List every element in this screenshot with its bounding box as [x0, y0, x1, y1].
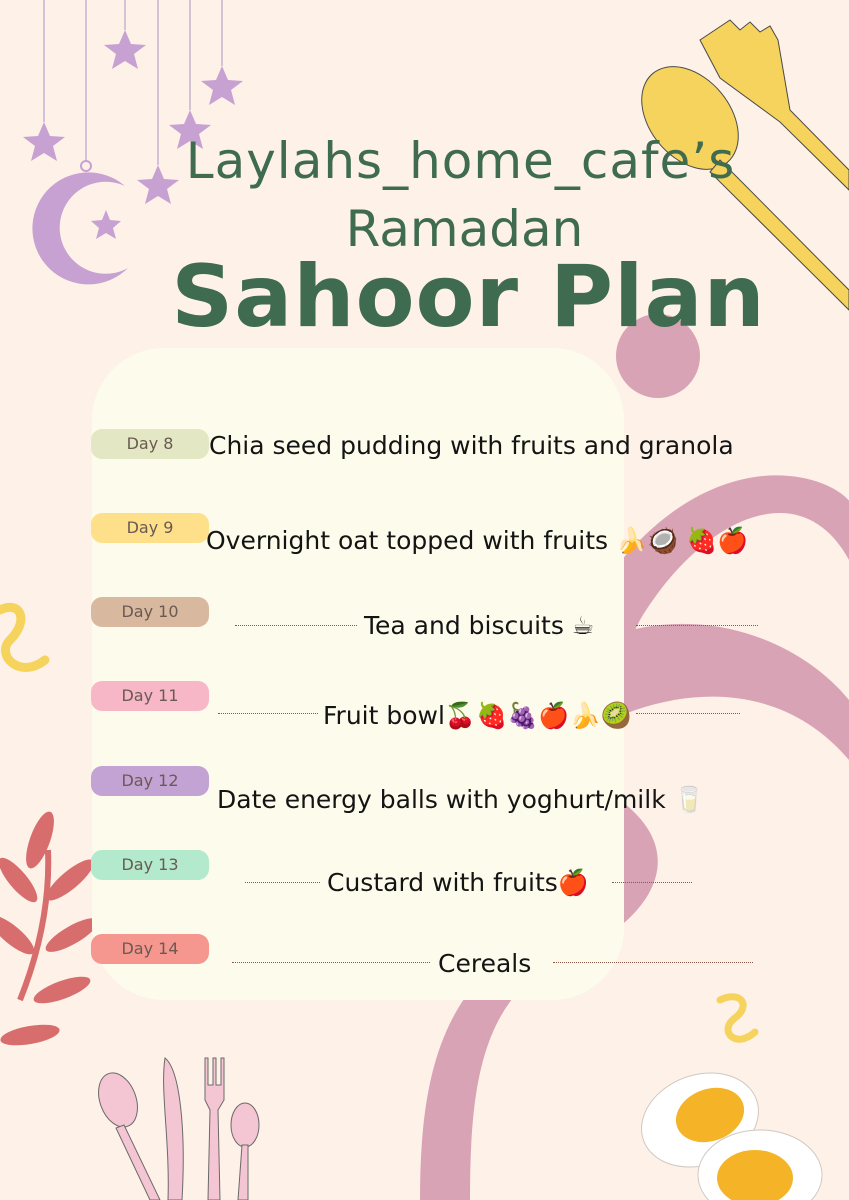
day-pill: Day 13 — [91, 850, 209, 880]
day-pill: Day 9 — [91, 513, 209, 543]
dotted-leader — [218, 713, 318, 714]
cafe-name-title: Laylahs_home_cafe’s — [185, 132, 736, 190]
yellow-squiggle-decoration — [720, 997, 755, 1039]
dotted-leader — [245, 882, 320, 883]
plan-row-day-9 — [0, 513, 849, 553]
day-pill: Day 11 — [91, 681, 209, 711]
star-icon — [104, 30, 146, 69]
ramadan-title: Ramadan — [345, 200, 584, 258]
knife-icon — [164, 1058, 184, 1200]
leaf-branch-decoration — [0, 808, 102, 1049]
spoon-icon — [231, 1103, 259, 1147]
meal-text: Custard with fruits🍎 — [327, 868, 589, 897]
dotted-leader — [553, 962, 753, 963]
plan-row-day-14 — [0, 934, 849, 978]
meal-text: Overnight oat topped with fruits 🍌🥥 🍓🍎 — [206, 526, 749, 555]
cutlery-bottom-decoration — [92, 1058, 259, 1200]
plan-row-day-11 — [0, 681, 849, 730]
day-pill: Day 10 — [91, 597, 209, 627]
dotted-leader — [235, 625, 357, 626]
day-pill: Day 14 — [91, 934, 209, 964]
day-pill: Day 12 — [91, 766, 209, 796]
meal-text: Tea and biscuits ☕ — [364, 611, 595, 640]
dotted-leader — [636, 713, 740, 714]
meal-text: Chia seed pudding with fruits and granola — [209, 431, 734, 460]
dotted-leader — [612, 882, 692, 883]
meal-text: Fruit bowl🍒🍓🍇🍎🍌🥝 — [323, 701, 632, 730]
dotted-leader — [232, 962, 430, 963]
star-icon — [201, 66, 243, 105]
sahoor-plan-title: Sahoor Plan — [171, 247, 766, 347]
boiled-egg-decoration — [628, 1057, 822, 1200]
plan-row-day-8 — [0, 429, 849, 469]
plan-row-day-10 — [0, 597, 849, 640]
day-pill: Day 8 — [91, 429, 209, 459]
dotted-leader — [636, 625, 758, 626]
plan-row-day-12 — [0, 766, 849, 814]
meal-text: Date energy balls with yoghurt/milk 🥛 — [217, 785, 705, 814]
meal-text: Cereals — [438, 949, 532, 978]
spoon-icon — [92, 1068, 145, 1133]
fork-icon — [205, 1058, 224, 1200]
plan-row-day-13 — [0, 850, 849, 897]
